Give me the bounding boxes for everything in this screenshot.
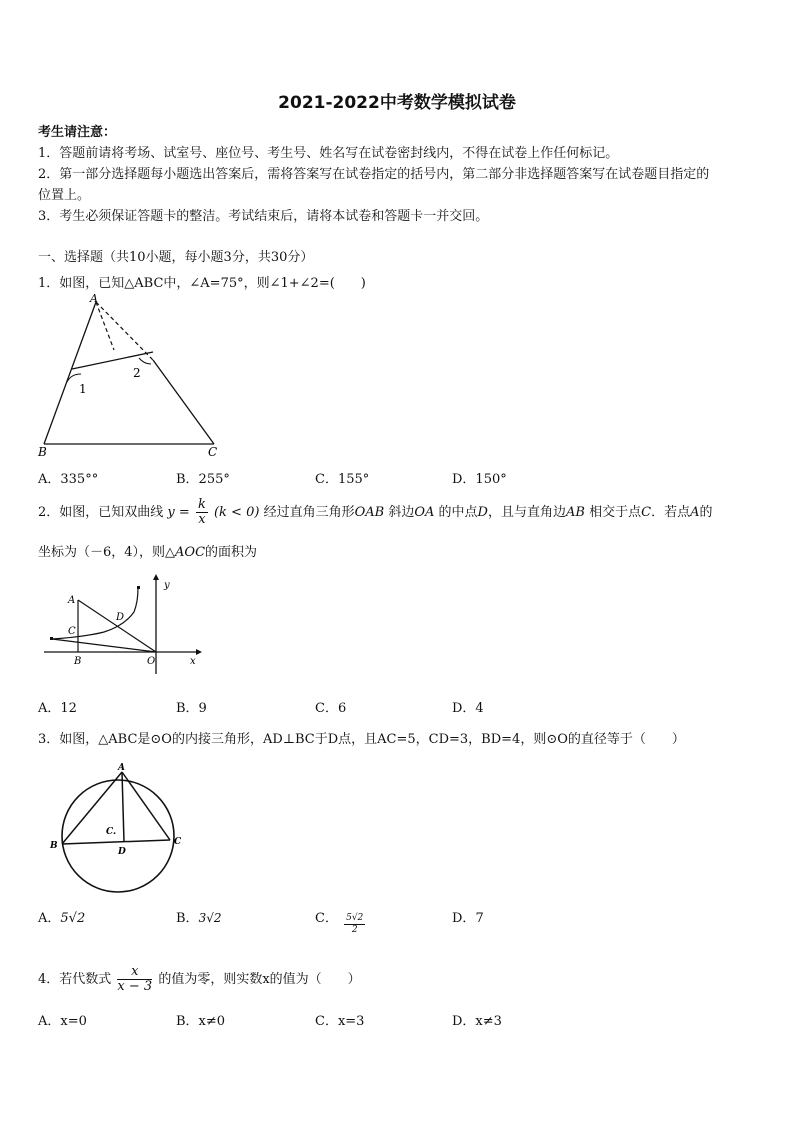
q4-stem-pre: 4．若代数式 (38, 972, 112, 987)
q4-frac-num: x (117, 965, 152, 980)
q3-figure (48, 762, 188, 892)
q1-stem: 1．如图，已知△ABC中，∠A=75°，则∠1+∠2=( ) (38, 276, 366, 291)
q3-label-c: C (174, 837, 182, 847)
q3-option-b-label: B． (176, 911, 199, 926)
q3-option-c-label: C． (315, 911, 338, 926)
q2-d: D (477, 505, 488, 520)
q2-stem-mid4: ，且与直角边 (487, 505, 566, 520)
q2-aoc: AOC (175, 545, 206, 560)
q2-label-o: O (147, 656, 156, 667)
q2-label-d: D (116, 612, 125, 623)
q1-label-1: 1 (79, 382, 87, 396)
q2-stem-line-2 (38, 541, 257, 560)
q3-option-c-fraction (344, 913, 365, 936)
q3-option-d-value: 7 (475, 911, 484, 926)
page-title: 2021-2022中考数学模拟试卷 (278, 93, 516, 113)
q1-label-a: A (90, 292, 98, 305)
q2-stem-pre: 2．如图，已知双曲线 (38, 505, 164, 520)
q1-option-b[interactable]: B．255° (176, 472, 230, 487)
notice-line-4: 3．考生必须保证答题卡的整洁。考试结束后，请将本试卷和答题卡一并交回。 (38, 209, 489, 224)
notice-line-1: 1．答题前请将考场、试室号、座位号、考生号、姓名写在试卷密封线内，不得在试卷上作任何标记。 (38, 146, 619, 161)
q4-option-a[interactable]: A．x=0 (38, 1014, 87, 1029)
q2-stem-line-1 (38, 496, 712, 530)
q2-condition: (k < 0) (213, 505, 260, 520)
q2-figure (44, 574, 204, 674)
q4-option-b[interactable]: B．x≠0 (176, 1014, 226, 1029)
q2-oab: OAB (354, 505, 385, 520)
q4-stem (38, 962, 361, 998)
q2-c: C (641, 505, 652, 520)
q2-label-c: C (68, 626, 76, 637)
q3-stem: 3．如图，△ABC是⊙O的内接三角形，AD⊥BC于D点，且AC=5，CD=3，BD=4，则⊙O的直径等于（ ） (38, 732, 685, 747)
q3-option-a[interactable] (38, 907, 85, 926)
notice-line-2: 2．第一部分选择题每小题选出答案后，需将答案写在试卷指定的括号内，第二部分非选择题答案写在试卷题目指定的 (38, 167, 710, 182)
q2-label-b: B (74, 656, 82, 667)
q3-option-b-value: 3√2 (198, 911, 222, 925)
q2-stem-mid6: ．若点 (651, 505, 691, 520)
q1-figure (36, 292, 226, 461)
q2-line2-end: 的面积为 (205, 545, 258, 560)
q4-fraction (117, 965, 152, 994)
q4-frac-den: x − 3 (117, 979, 153, 994)
q2-option-d[interactable]: D．4 (452, 701, 484, 716)
q2-ab: AB (566, 505, 585, 520)
q1-label-b: B (38, 445, 47, 459)
q2-option-b[interactable]: B．9 (176, 701, 207, 716)
q3-option-a-label: A． (38, 911, 61, 926)
q2-label-x: x (190, 656, 196, 667)
q3-label-a: A (118, 763, 125, 773)
q2-a: A (690, 505, 700, 520)
q2-label-y: y (164, 580, 170, 591)
notice-line-3: 位置上。 (38, 188, 91, 203)
q2-frac-den: x (198, 512, 206, 527)
q2-stem-mid: 经过直角三角形 (263, 505, 355, 520)
q1-label-c: C (208, 445, 218, 459)
q3-option-c-num: 5√2 (346, 913, 364, 923)
q2-stem-mid5: 相交于点 (589, 505, 642, 520)
q1-label-2: 2 (133, 366, 141, 380)
q3-label-b: B (50, 841, 58, 851)
q4-option-d[interactable]: D．x≠3 (452, 1014, 502, 1029)
q3-label-d: D (118, 847, 126, 857)
q3-option-b[interactable] (176, 907, 221, 926)
q2-fraction (196, 498, 208, 527)
section-heading: 一、选择题（共10小题，每小题3分，共30分） (38, 250, 314, 265)
q3-label-center: C. (106, 827, 117, 837)
q2-option-a[interactable]: A．12 (38, 701, 77, 716)
q1-option-a[interactable]: A．335°° (38, 472, 99, 487)
q3-option-d-label: D． (452, 911, 476, 926)
q2-label-a: A (68, 595, 76, 606)
q1-option-d[interactable]: D．150° (452, 472, 507, 487)
q2-oa: OA (414, 505, 435, 520)
q4-stem-end: 的值为零，则实数x的值为（ ） (158, 972, 361, 987)
q2-line2-pre: 坐标为（－6，4），则△ (38, 545, 176, 560)
q2-stem-end: 的 (699, 505, 713, 520)
q3-option-c[interactable] (315, 907, 367, 936)
q1-option-c[interactable]: C．155° (315, 472, 370, 487)
notice-heading: 考生请注意： (38, 125, 117, 140)
q3-option-d[interactable] (452, 907, 484, 926)
q2-frac-num: k (197, 497, 206, 512)
q2-stem-mid2: 斜边 (388, 505, 415, 520)
q4-option-c[interactable]: C．x=3 (315, 1014, 365, 1029)
q2-option-c[interactable]: C．6 (315, 701, 347, 716)
q3-option-a-value: 5√2 (60, 911, 86, 926)
q2-y-eq: y = (167, 505, 190, 520)
q2-stem-mid3: 的中点 (438, 505, 478, 520)
q3-option-c-den: 2 (351, 925, 358, 935)
